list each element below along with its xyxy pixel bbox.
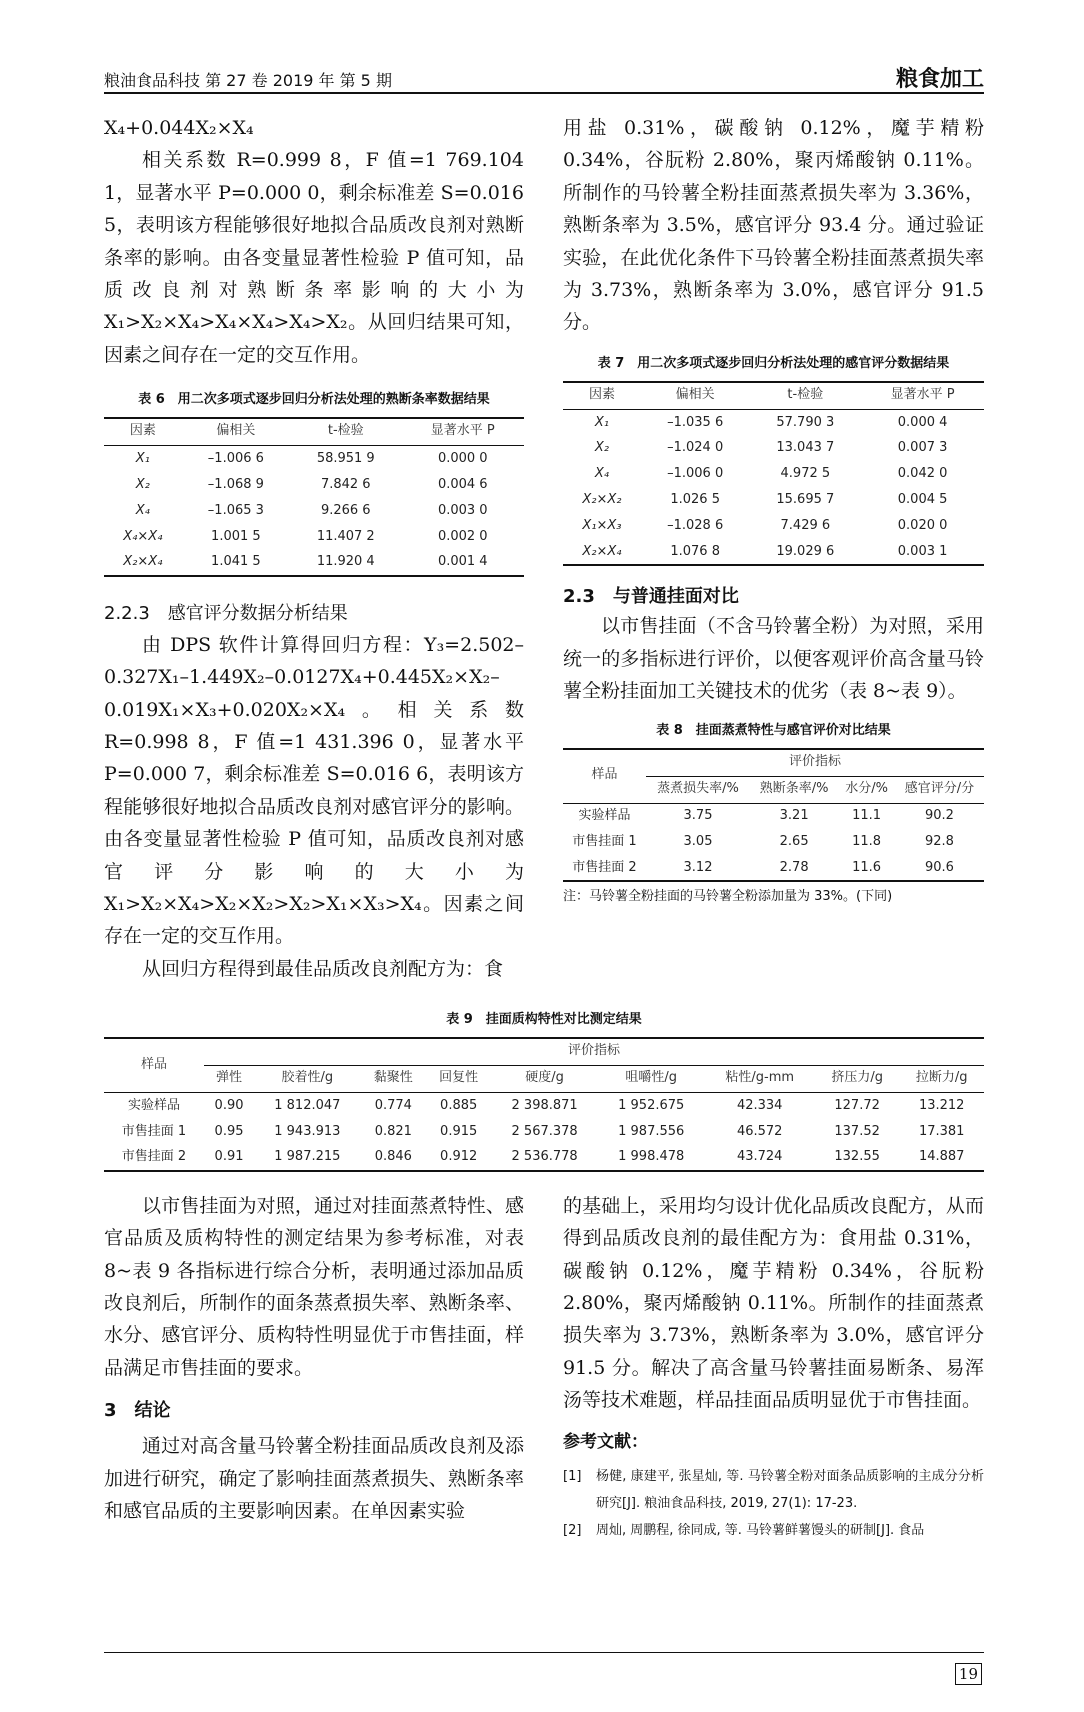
table-cell: 11.1 <box>852 808 882 824</box>
table-row <box>563 855 984 881</box>
left-column <box>104 1190 524 1528</box>
column-header: 胶着性/g <box>254 1066 361 1093</box>
table-note: 注：马铃薯全粉挂面的马铃薯全粉添加量为 33%。(下同) <box>563 889 893 905</box>
table-cell: 0.95 <box>214 1123 244 1139</box>
table-cell: 3.21 <box>779 808 809 824</box>
table-cell: 1.026 5 <box>670 492 720 508</box>
table-row <box>563 461 984 487</box>
table-cell: 3.12 <box>683 859 713 875</box>
paragraph: 用盐 0.31%，碳酸钠 0.12%，魔芋精粉 0.34%，谷朊粉 2.80%，聚丙烯酸钠 0.11%。所制作的马铃薯全粉挂面蒸煮损失率为 3.36%，熟断条率为 3.5%，感官评分 93.4 分。通过验证实验，在此优化条件下马铃薯全粉挂面蒸煮损失率为 3.73%，熟断条率为 3.0%，感官评分 91.5 分。 <box>563 117 984 334</box>
table-caption: 表 9 挂面质构特性对比测定结果 <box>446 1012 642 1028</box>
table-cell: 9.266 6 <box>320 502 371 518</box>
column-header: 蒸煮损失率/% <box>646 776 750 803</box>
row-label: 市售挂面 1 <box>572 834 637 850</box>
table-row <box>104 446 524 472</box>
table-cell: 2.65 <box>779 834 809 850</box>
table-cell: 17.381 <box>918 1123 965 1139</box>
table-row <box>104 550 524 576</box>
table-row <box>104 1145 984 1171</box>
column-header: 样品 <box>563 749 646 804</box>
column-group-header: 评价指标 <box>204 1038 984 1066</box>
table-cell: 3.75 <box>683 808 713 824</box>
section-heading-3: 3 结论 <box>104 1400 171 1422</box>
table-7 <box>563 355 984 567</box>
row-label: X₁ <box>594 414 609 430</box>
reference-number: [2] <box>563 1522 582 1538</box>
right-column <box>563 112 984 906</box>
paragraph: 通过对高含量马铃薯全粉挂面品质改良剂及添加进行研究，确定了影响挂面蒸煮损失、熟断条率和感官品质的主要影响因素。在单因素实验 <box>104 1435 524 1522</box>
table-cell: 0.774 <box>374 1097 412 1113</box>
row-label: 市售挂面 2 <box>121 1149 187 1165</box>
table-cell: –1.068 9 <box>207 476 264 492</box>
table-cell: –1.006 6 <box>207 451 264 466</box>
table-cell: 1.001 5 <box>211 528 261 544</box>
table-cell: 15.695 7 <box>776 492 835 508</box>
column-header: 黏聚性 <box>361 1066 426 1093</box>
column-header: t-检验 <box>290 418 401 446</box>
running-header-journal: 粮油食品科技 第 27 卷 2019 年 第 5 期 <box>104 71 392 90</box>
table-cell: 3.05 <box>683 834 713 850</box>
column-header: 硬度/g <box>491 1066 598 1093</box>
table-cell: 2 536.778 <box>511 1149 578 1165</box>
table-cell: 0.000 4 <box>897 414 948 430</box>
table-cell: 0.003 0 <box>437 502 488 518</box>
row-label: 市售挂面 1 <box>121 1123 187 1139</box>
row-label: X₁ <box>135 451 150 466</box>
table-cell: 58.951 9 <box>316 451 375 466</box>
column-header: 显著水平 P <box>861 382 984 410</box>
table-cell: 0.004 5 <box>897 492 948 508</box>
reference-item <box>563 1517 984 1544</box>
table-cell: 1 987.215 <box>274 1149 341 1165</box>
table-cell: 11.8 <box>852 834 882 850</box>
table-cell: –1.028 6 <box>667 518 724 534</box>
table-cell: 1 812.047 <box>274 1097 341 1113</box>
left-column <box>104 112 524 985</box>
table-row <box>563 409 984 435</box>
paragraph: 从回归方程得到最佳品质改良剂配方为：食 <box>142 957 504 980</box>
table-cell: 0.912 <box>440 1149 478 1165</box>
table-cell: 19.029 6 <box>776 543 835 559</box>
table-9 <box>104 1011 984 1172</box>
table-cell: 14.887 <box>918 1149 965 1165</box>
table-cell: 90.2 <box>924 808 954 824</box>
row-label: 市售挂面 2 <box>572 859 637 875</box>
row-label: X₄×X₄ <box>123 528 163 544</box>
paragraph: 以市售挂面为对照，通过对挂面蒸煮特性、感官品质及质构特性的测定结果为参考标准，对表 8~表 9 各指标进行综合分析，表明通过添加品质改良剂后，所制作的面条蒸煮损失率、熟断条率、水分、感官评分、质构特性明显优于市售挂面，样品满足市售挂面的要求。 <box>104 1194 524 1379</box>
reference-text: 周灿, 周鹏程, 徐同成, 等. 马铃薯鲜薯馒头的研制[J]. 食品 <box>596 1522 925 1538</box>
table-cell: 1.041 5 <box>211 554 261 570</box>
table-row <box>563 487 984 513</box>
table-row <box>104 498 524 524</box>
column-header: 弹性 <box>204 1066 254 1093</box>
table-cell: –1.065 3 <box>207 502 264 518</box>
column-header: 回复性 <box>426 1066 491 1093</box>
footer-rule <box>104 1652 984 1712</box>
row-label: X₂ <box>594 440 609 456</box>
column-header: 样品 <box>104 1038 204 1093</box>
table-cell: 42.334 <box>736 1097 783 1113</box>
table-caption: 表 8 挂面蒸煮特性与感官评价对比结果 <box>656 722 891 738</box>
table-cell: 0.042 0 <box>897 466 948 482</box>
table-cell: 2.78 <box>779 859 809 875</box>
table-caption: 表 6 用二次多项式逐步回归分析法处理的熟断条率数据结果 <box>138 392 490 408</box>
table-cell: 0.003 1 <box>897 543 948 559</box>
column-header: 因素 <box>104 418 182 446</box>
table-cell: –1.006 0 <box>667 466 724 482</box>
table-cell: 0.004 6 <box>437 476 488 492</box>
table-cell: 0.000 0 <box>437 451 488 466</box>
page-body <box>104 0 984 1634</box>
column-header: 因素 <box>563 382 641 410</box>
table-cell: 7.429 6 <box>780 518 831 534</box>
table-cell: 132.55 <box>834 1149 880 1165</box>
table-cell: 0.002 0 <box>437 528 488 544</box>
column-header: 偏相关 <box>641 382 750 410</box>
table-cell: 1 952.675 <box>618 1097 685 1113</box>
table-cell: 11.407 2 <box>316 528 375 544</box>
table-cell: 0.020 0 <box>897 518 948 534</box>
reference-list <box>563 1463 984 1544</box>
table-cell: 0.001 4 <box>437 554 488 570</box>
table-cell: 0.915 <box>440 1123 478 1139</box>
row-label: X₄ <box>594 466 609 482</box>
paragraph: 相关系数 R=0.999 8，F 值=1 769.104 1，显著水平 P=0.000 0，剩余标准差 S=0.016 5，表明该方程能够很好地拟合品质改良剂对熟断条率的影响。由各变量显著性检验 P 值可知，品质改良剂对熟断条率影响的大小为 X₁>X₂×X₄>X₄×X₄>X₄>X₂。从回归结果可知，因素之间存在一定的交互作用。 <box>104 149 524 366</box>
row-label: X₄ <box>135 502 150 518</box>
table-cell: 0.846 <box>374 1149 412 1165</box>
paragraph: 以市售挂面（不含马铃薯全粉）为对照，采用统一的多指标进行评价，以便客观评价高含量马铃薯全粉挂面加工关键技术的优劣（表 8~表 9）。 <box>563 615 984 703</box>
table-row <box>563 513 984 539</box>
table-cell: 0.90 <box>214 1097 244 1113</box>
table-cell: 13.212 <box>918 1097 965 1113</box>
table-cell: 2 398.871 <box>511 1097 578 1113</box>
table-cell: –1.035 6 <box>667 414 724 430</box>
table-cell: 7.842 6 <box>320 476 371 492</box>
column-header: 咀嚼性/g <box>598 1066 705 1093</box>
section-heading-2-2-3: 2.2.3 感官评分数据分析结果 <box>104 602 348 624</box>
table-cell: 4.972 5 <box>780 466 831 482</box>
table-cell: 1 987.556 <box>618 1123 685 1139</box>
table-cell: 0.91 <box>214 1149 244 1165</box>
table-row <box>563 803 984 829</box>
table-row <box>563 539 984 565</box>
reference-number: [1] <box>563 1468 582 1484</box>
table-8 <box>563 722 984 907</box>
table-cell: 1 943.913 <box>274 1123 341 1139</box>
table-cell: 0.821 <box>374 1123 412 1139</box>
row-label: X₂×X₂ <box>582 492 622 508</box>
section-heading-2-3: 2.3 与普通挂面对比 <box>563 586 739 608</box>
row-label: X₁×X₃ <box>582 518 622 534</box>
column-header: 偏相关 <box>182 418 290 446</box>
paragraph: 由 DPS 软件计算得回归方程：Y₃=2.502–0.327X₁–1.449X₂–0.0127X₄+0.445X₂×X₂–0.019X₁×X₃+0.020X₂×X₄。相关系数 R=0.998 8，F 值=1 431.396 0，显著水平 P=0.000 7，剩余标准差 S=0.016 6，表明该方程能够很好地拟合品质改良剂对感官评分的影响。由各变量显著性检验 P 值可知，品质改良剂对感官评分影响的大小为 X₁>X₂×X₄>X₂×X₂>X₂>X₁×X₃>X₄。因素之间存在一定的交互作用。 <box>104 633 524 948</box>
column-header: 粘性/g-mm <box>705 1066 815 1093</box>
equation-tail: X₄+0.044X₂×X₄ <box>104 117 254 139</box>
table-row <box>104 1119 984 1145</box>
table-cell: 2 567.378 <box>511 1123 578 1139</box>
table-cell: 1.076 8 <box>670 543 720 559</box>
column-header: 水分/% <box>838 776 895 803</box>
table-row <box>104 1093 984 1119</box>
table-row <box>563 435 984 461</box>
table-cell: 13.043 7 <box>776 440 835 456</box>
table-cell: 43.724 <box>736 1149 783 1165</box>
table-cell: 90.6 <box>924 859 954 875</box>
reference-item <box>563 1463 984 1517</box>
table-cell: –1.024 0 <box>667 440 724 456</box>
table-cell: 46.572 <box>736 1123 783 1139</box>
column-header: 感官评分/分 <box>895 776 984 803</box>
column-header: 熟断条率/% <box>750 776 838 803</box>
reference-text: 杨健, 康建平, 张星灿, 等. 马铃薯全粉对面条品质影响的主成分分析研究[J]. 粮油食品科技, 2019, 27(1): 17-23. <box>596 1468 984 1511</box>
column-header: 拉断力/g <box>899 1066 984 1093</box>
table-row <box>563 829 984 855</box>
row-label: 实验样品 <box>127 1097 180 1113</box>
table-cell: 0.885 <box>440 1097 478 1113</box>
row-label: X₂ <box>135 476 150 492</box>
column-header: 挤压力/g <box>815 1066 900 1093</box>
column-header: t-检验 <box>749 382 861 410</box>
table-row <box>104 524 524 550</box>
column-header: 显著水平 P <box>402 418 525 446</box>
table-cell: 1 998.478 <box>618 1149 685 1165</box>
row-label: X₂×X₄ <box>123 554 163 570</box>
running-header-section: 粮食加工 <box>895 67 984 92</box>
table-row <box>104 472 524 498</box>
right-column <box>563 1190 984 1544</box>
table-6 <box>104 391 524 577</box>
table-cell: 11.920 4 <box>316 554 375 570</box>
paragraph: 的基础上，采用均匀设计优化品质改良配方，从而得到品质改良剂的最佳配方为：食用盐 0.31%，碳酸钠 0.12%，魔芋精粉 0.34%，谷朊粉 2.80%，聚丙烯酸钠 0.11%。所制作的挂面蒸煮损失率为 3.73%，熟断条率为 3.0%，感官评分 91.5 分。解决了高含量马铃薯挂面易断条、易浑汤等技术难题，样品挂面品质明显优于市售挂面。 <box>563 1194 984 1412</box>
row-label: X₂×X₄ <box>582 543 622 559</box>
table-cell: 0.007 3 <box>897 440 948 456</box>
column-group-header: 评价指标 <box>646 749 984 777</box>
bottom-columns <box>104 1190 984 1544</box>
table-cell: 92.8 <box>924 834 954 850</box>
table-caption: 表 7 用二次多项式逐步回归分析法处理的感官评分数据结果 <box>597 355 950 371</box>
table-cell: 11.6 <box>852 859 882 875</box>
row-label: 实验样品 <box>578 808 631 824</box>
table-cell: 57.790 3 <box>776 414 835 430</box>
top-columns <box>104 112 984 985</box>
page-number: 19 <box>955 1663 982 1685</box>
references-heading: 参考文献： <box>563 1431 648 1452</box>
table-cell: 137.52 <box>834 1123 880 1139</box>
table-cell: 127.72 <box>834 1097 880 1113</box>
